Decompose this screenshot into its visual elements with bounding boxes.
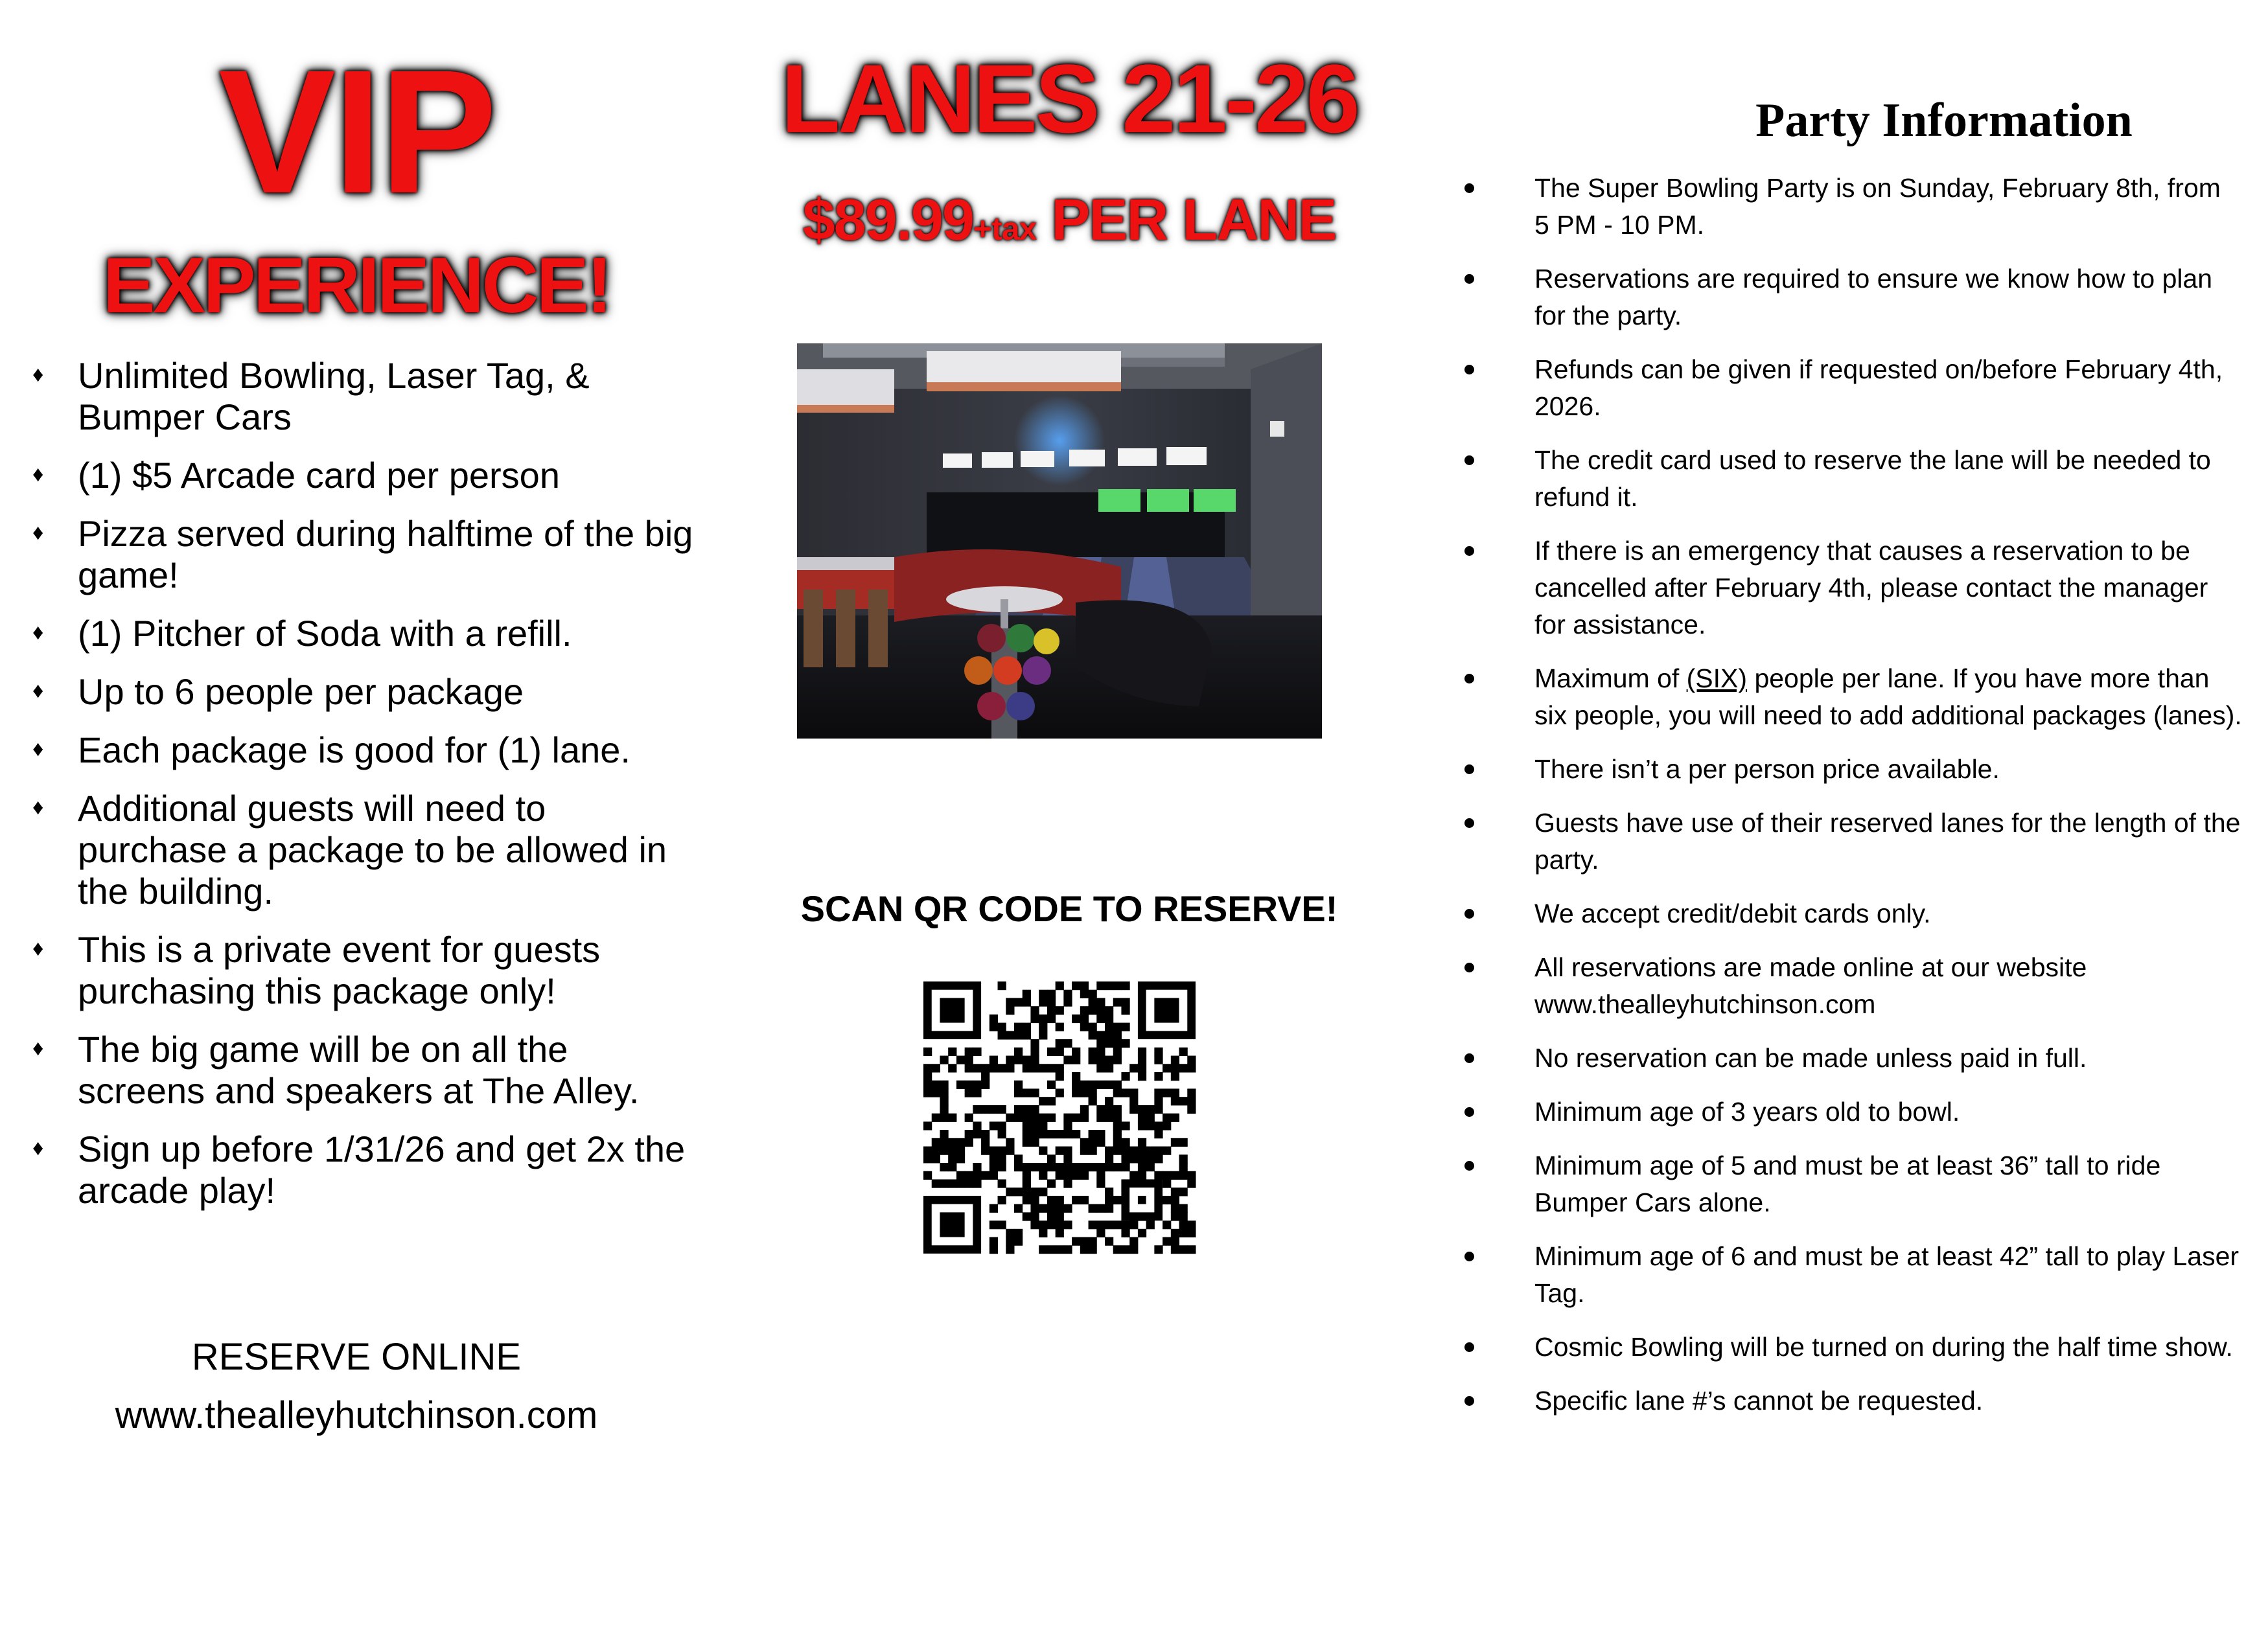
- info-text: Maximum of: [1534, 663, 1687, 693]
- info-item: [1464, 170, 2242, 244]
- bowling-alley-photo: [797, 343, 1322, 739]
- info-item: [1464, 751, 2242, 788]
- info-item: [1464, 1329, 2242, 1366]
- perk-text: The big game will be on all the screens and speakers at The Alley.: [78, 1029, 640, 1111]
- info-text: Reservations are required to ensure we know how to plan for the party.: [1534, 264, 2213, 330]
- info-text: Guests have use of their reserved lanes for the length of the party.: [1534, 808, 2241, 875]
- perk-text: Up to 6 people per package: [78, 671, 524, 712]
- qr-code-image[interactable]: [923, 981, 1196, 1254]
- bullet-dot-icon: [1464, 1053, 1474, 1063]
- info-item: [1464, 660, 2242, 734]
- bullet-dot-icon: [1464, 274, 1474, 284]
- perk-text: Each package is good for (1) lane.: [78, 729, 631, 770]
- perk-item: [32, 455, 693, 496]
- info-text: Minimum age of 3 years old to bowl.: [1534, 1097, 1960, 1127]
- info-text: No reservation can be made unless paid in full.: [1534, 1043, 2087, 1073]
- bullet-dot-icon: [1464, 1342, 1474, 1352]
- diamond-bullet-icon: ♦: [32, 1136, 44, 1160]
- bullet-dot-icon: [1464, 455, 1474, 465]
- party-info-title: Party Information: [1755, 94, 2133, 148]
- diamond-bullet-icon: ♦: [32, 620, 44, 645]
- bullet-dot-icon: [1464, 183, 1474, 193]
- info-text-underlined: (SIX): [1686, 663, 1748, 693]
- perk-item: [32, 1029, 693, 1112]
- perk-item: [32, 1129, 693, 1211]
- info-text: We accept credit/debit cards only.: [1534, 899, 1931, 928]
- bullet-dot-icon: [1464, 909, 1474, 919]
- perk-text: Sign up before 1/31/26 and get 2x the arcade play!: [78, 1129, 686, 1211]
- perk-text: (1) $5 Arcade card per person: [78, 455, 560, 496]
- diamond-bullet-icon: ♦: [32, 462, 44, 487]
- diamond-bullet-icon: ♦: [32, 737, 44, 761]
- info-item: [1464, 1382, 2242, 1419]
- bullet-dot-icon: [1464, 546, 1474, 556]
- diamond-bullet-icon: ♦: [32, 795, 44, 820]
- lanes-title: LANES 21-26: [781, 44, 1358, 153]
- info-item: [1464, 1040, 2242, 1077]
- info-text: Cosmic Bowling will be turned on during the half time show.: [1534, 1332, 2233, 1362]
- bullet-dot-icon: [1464, 365, 1474, 374]
- bullet-dot-icon: [1464, 1396, 1474, 1406]
- info-item: [1464, 533, 2242, 643]
- info-item: [1464, 351, 2242, 425]
- info-item: [1464, 949, 2242, 1023]
- bullet-dot-icon: [1464, 818, 1474, 828]
- info-item: [1464, 805, 2242, 878]
- perk-item: [32, 929, 693, 1012]
- experience-title: EXPERIENCE!: [102, 241, 610, 329]
- info-text: There isn’t a per person price available.: [1534, 754, 2000, 784]
- bullet-dot-icon: [1464, 963, 1474, 972]
- diamond-bullet-icon: ♦: [32, 678, 44, 703]
- bullet-dot-icon: [1464, 1161, 1474, 1171]
- price-tax: +tax: [973, 211, 1037, 247]
- perk-item: [32, 513, 693, 596]
- info-text: Minimum age of 5 and must be at least 36” tall to ride Bumper Cars alone.: [1534, 1151, 2161, 1217]
- reserve-url-link[interactable]: www.thealleyhutchinson.com: [115, 1394, 598, 1436]
- diamond-bullet-icon: ♦: [32, 936, 44, 961]
- diamond-bullet-icon: ♦: [32, 362, 44, 387]
- scan-qr-label: SCAN QR CODE TO RESERVE!: [800, 888, 1338, 929]
- perk-item: [32, 729, 693, 771]
- price-unit: PER LANE: [1036, 188, 1336, 253]
- info-text: The credit card used to reserve the lane will be needed to refund it.: [1534, 445, 2211, 512]
- info-item: [1464, 442, 2242, 516]
- info-item: [1464, 1147, 2242, 1221]
- info-text: Minimum age of 6 and must be at least 42” tall to play Laser Tag.: [1534, 1241, 2239, 1308]
- perk-text: This is a private event for guests purchasing this package only!: [78, 929, 601, 1011]
- perk-text: Pizza served during halftime of the big game!: [78, 513, 693, 595]
- vip-title: VIP: [218, 33, 495, 230]
- diamond-bullet-icon: ♦: [32, 1036, 44, 1061]
- bullet-dot-icon: [1464, 1252, 1474, 1261]
- info-item: [1464, 1238, 2242, 1312]
- info-text: Specific lane #’s cannot be requested.: [1534, 1386, 1984, 1416]
- party-info-list: [1464, 170, 2242, 1436]
- perk-text: Unlimited Bowling, Laser Tag, & Bumper Cars: [78, 355, 590, 437]
- perk-item: [32, 355, 693, 438]
- perks-list: [32, 355, 693, 1228]
- bullet-dot-icon: [1464, 1107, 1474, 1117]
- info-text: Refunds can be given if requested on/before February 4th, 2026.: [1534, 354, 2223, 421]
- diamond-bullet-icon: ♦: [32, 520, 44, 545]
- perk-item: [32, 671, 693, 713]
- info-text: The Super Bowling Party is on Sunday, February 8th, from 5 PM - 10 PM.: [1534, 173, 2221, 240]
- info-text: All reservations are made online at our website www.thealleyhutchinson.com: [1534, 952, 2087, 1019]
- info-item: [1464, 1094, 2242, 1130]
- perk-item: [32, 788, 693, 912]
- info-item: [1464, 260, 2242, 334]
- perk-item: [32, 613, 693, 654]
- bullet-dot-icon: [1464, 764, 1474, 774]
- price-amount: $89.99: [802, 188, 973, 253]
- reserve-online-label: RESERVE ONLINE: [191, 1336, 522, 1378]
- bullet-dot-icon: [1464, 674, 1474, 683]
- price-line: [713, 185, 1426, 264]
- info-text: people per lane. If you have more than six people, you will need to add additional packages (lanes).: [1534, 663, 2242, 730]
- info-text: If there is an emergency that causes a reservation to be cancelled after February 4th, please contact the manager for assistance.: [1534, 536, 2208, 639]
- info-item: [1464, 895, 2242, 932]
- perk-text: Additional guests will need to purchase a package to be allowed in the building.: [78, 788, 667, 912]
- perk-text: (1) Pitcher of Soda with a refill.: [78, 613, 572, 654]
